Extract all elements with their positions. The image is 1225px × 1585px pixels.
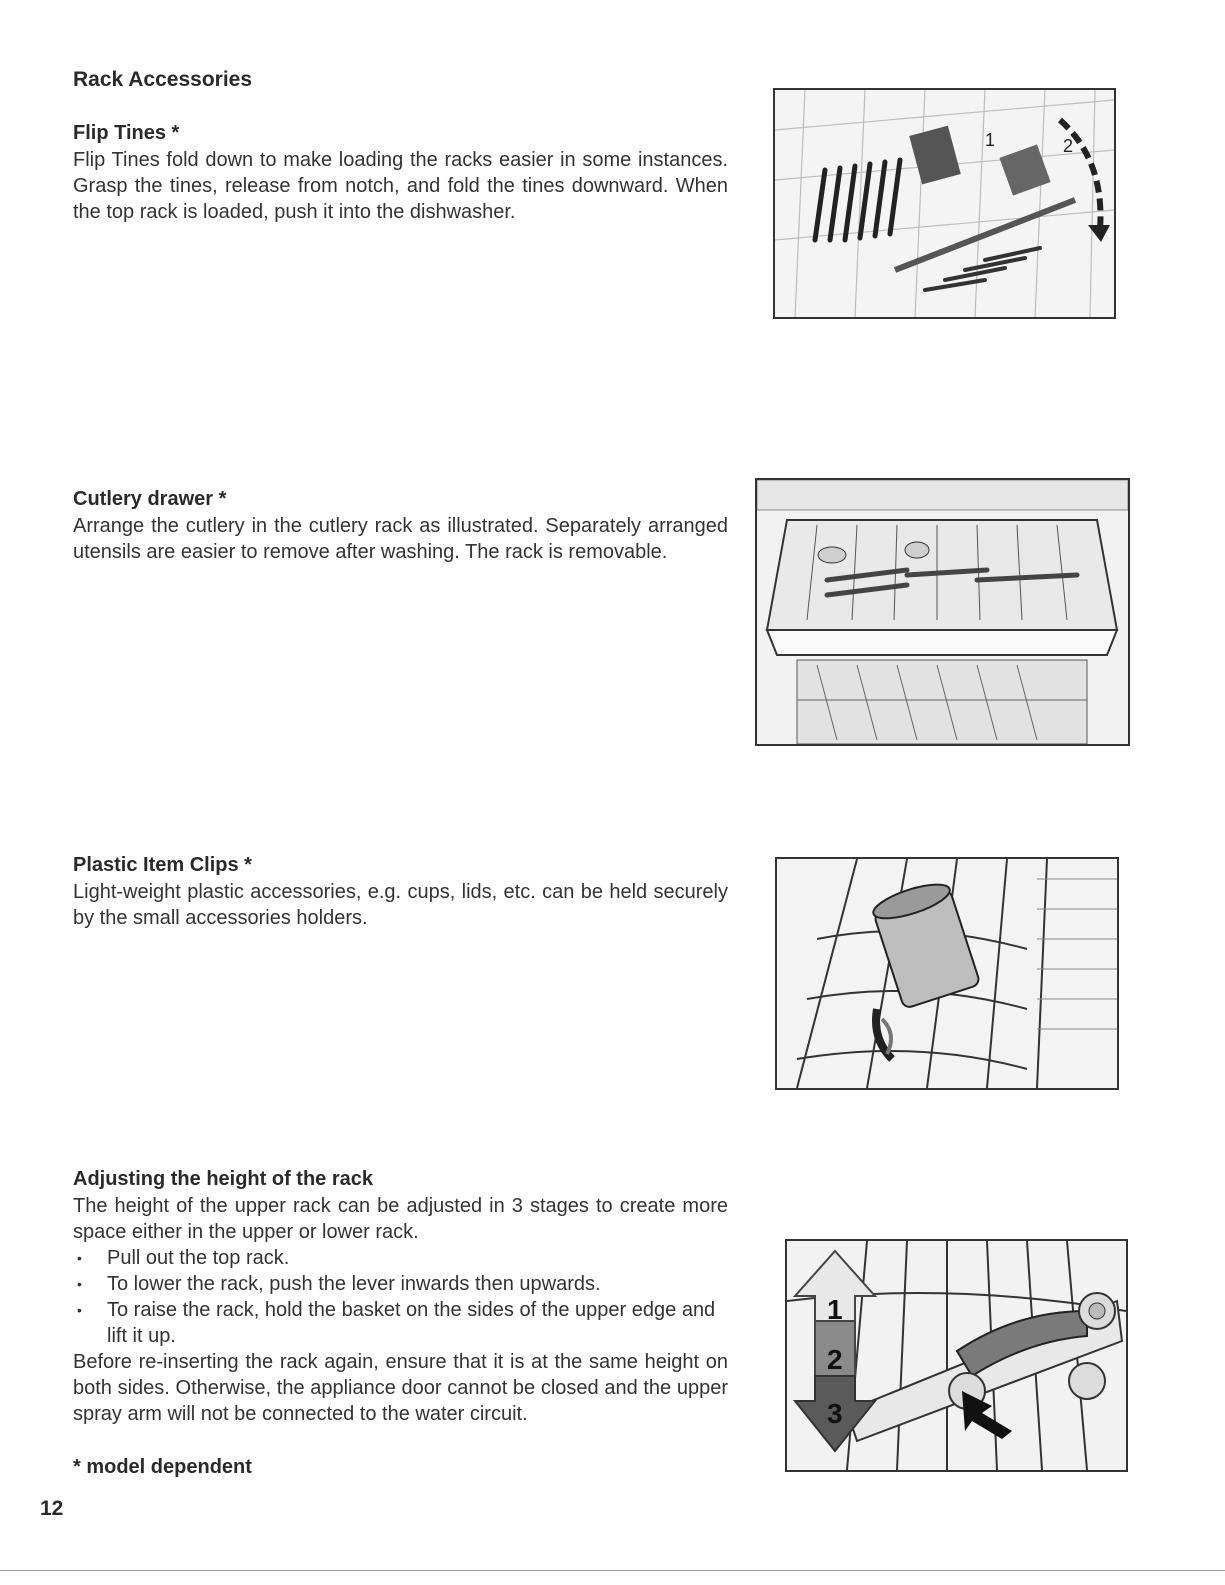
section-title: Rack Accessories	[73, 68, 253, 91]
rack-height-intro: The height of the upper rack can be adjusted in 3 stages to create more space either in the upper or lower rack.	[73, 1195, 728, 1243]
cutlery-drawer-body: Arrange the cutlery in the cutlery rack as illustrated. Separately arranged utensils are easier to remove after washing. The rack is removable.	[73, 515, 728, 563]
rack-height-step: • Pull out the top rack.	[73, 1245, 728, 1271]
flip-tines-illustration	[775, 90, 1114, 317]
height-label-3: 3	[827, 1398, 843, 1429]
rack-height-steps	[73, 1245, 728, 1349]
page-bottom-rule	[0, 1570, 1225, 1571]
flip-tines-title: Flip Tines *	[73, 122, 180, 144]
model-dependent-note: * model dependent	[73, 1456, 252, 1478]
rack-height-step: • To lower the rack, push the lever inwards then upwards.	[73, 1271, 728, 1297]
flip-label-1: 1	[985, 130, 996, 150]
rack-height-outro: Before re-inserting the rack again, ensure that it is at the same height on both sides. Otherwise, the appliance door cannot be closed and the upper spray arm will not be connected to the water circuit.	[73, 1351, 728, 1425]
page-number: 12	[40, 1497, 64, 1520]
plastic-clips-illustration	[777, 859, 1117, 1088]
flip-tines-body: Flip Tines fold down to make loading the racks easier in some instances. Grasp the tines, release from notch, and fold the tines downward. When the top rack is loaded, push it into the dishwasher.	[73, 149, 728, 223]
height-label-1: 1	[827, 1294, 843, 1325]
flip-tines-figure	[773, 88, 1116, 319]
height-label-2: 2	[827, 1344, 843, 1375]
cutlery-drawer-illustration	[757, 480, 1128, 744]
plastic-clips-figure	[775, 857, 1119, 1090]
rack-height-illustration	[787, 1241, 1126, 1470]
rack-height-step: • To raise the rack, hold the basket on the sides of the upper edge and lift it up.	[73, 1297, 728, 1349]
cutlery-drawer-figure	[755, 478, 1130, 746]
rack-height-figure	[785, 1239, 1128, 1472]
flip-label-2: 2	[1063, 136, 1074, 156]
plastic-clips-title: Plastic Item Clips *	[73, 854, 252, 876]
rack-height-title: Adjusting the height of the rack	[73, 1168, 374, 1190]
plastic-clips-body: Light-weight plastic accessories, e.g. cups, lids, etc. can be held securely by the small accessories holders.	[73, 881, 728, 929]
cutlery-drawer-title: Cutlery drawer *	[73, 488, 227, 510]
